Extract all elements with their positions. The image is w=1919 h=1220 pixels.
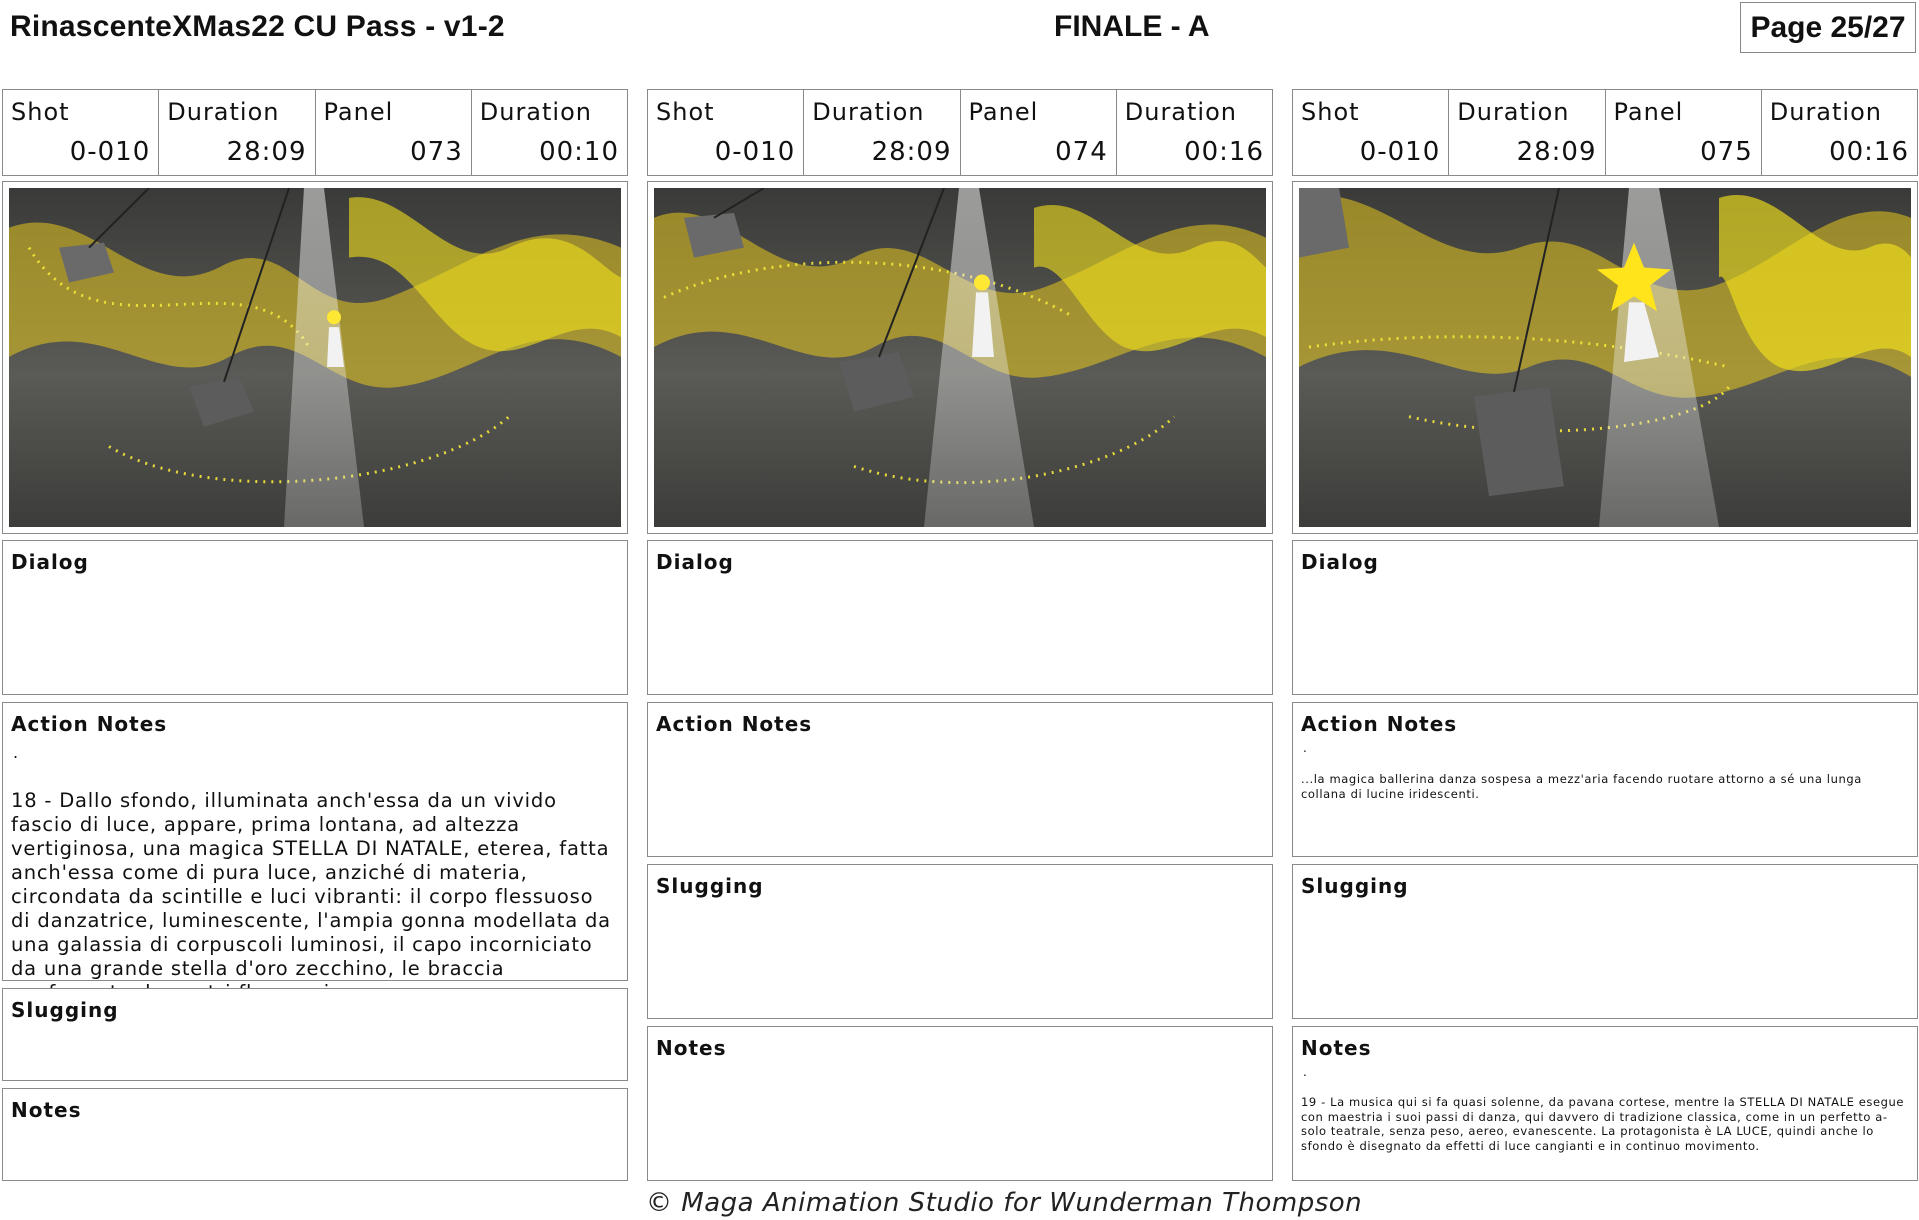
slugging-label: Slugging	[11, 998, 119, 1022]
shot-duration-cell	[159, 90, 315, 175]
duration-label: Duration	[479, 98, 592, 126]
panel-duration-value: 00:10	[539, 137, 619, 167]
panel-meta	[2, 89, 628, 176]
page-indicator: Page 25/27	[1740, 2, 1916, 53]
slugging-section	[647, 864, 1273, 1019]
panel-duration-cell	[1117, 90, 1272, 175]
dialog-label: Dialog	[656, 550, 734, 574]
panel-duration-value: 00:16	[1829, 137, 1909, 167]
action-notes-label: Action Notes	[1301, 712, 1458, 736]
dialog-section	[2, 540, 628, 695]
shot-duration-value: 28:09	[1516, 137, 1597, 167]
panel-cell	[961, 90, 1117, 175]
notes-section	[2, 1088, 628, 1181]
dialog-label: Dialog	[1301, 550, 1379, 574]
duration-label: Duration	[812, 98, 925, 126]
duration-label: Duration	[1457, 98, 1570, 126]
panel-value: 074	[1055, 137, 1108, 167]
project-title: RinascenteXMas22 CU Pass - v1-2	[10, 10, 505, 43]
panel-value: 075	[1700, 137, 1753, 167]
duration-label: Duration	[167, 98, 280, 126]
panel-meta	[647, 89, 1273, 176]
panel-cell	[1606, 90, 1762, 175]
shot-duration-cell	[804, 90, 960, 175]
shot-value: 0-010	[1359, 137, 1441, 167]
slugging-section	[1292, 864, 1918, 1019]
duration-label: Duration	[1124, 98, 1237, 126]
storyboard-panel-075	[1292, 0, 1918, 1220]
duration-label: Duration	[1769, 98, 1882, 126]
slugging-section	[2, 988, 628, 1081]
panel-duration-value: 00:16	[1184, 137, 1264, 167]
panel-duration-cell	[1762, 90, 1917, 175]
shot-value: 0-010	[69, 137, 151, 167]
notes-section	[647, 1026, 1273, 1181]
shot-duration-cell	[1449, 90, 1605, 175]
shot-cell	[648, 90, 804, 175]
panel-meta	[1292, 89, 1918, 176]
notes-section	[1292, 1026, 1918, 1181]
panel-label: Panel	[323, 98, 394, 126]
shot-value: 0-010	[714, 137, 796, 167]
dialog-section	[647, 540, 1273, 695]
dialog-label: Dialog	[11, 550, 89, 574]
action-notes-dot: .	[1303, 741, 1307, 755]
shot-cell	[3, 90, 159, 175]
panel-label: Panel	[968, 98, 1039, 126]
slugging-label: Slugging	[656, 874, 764, 898]
slugging-label: Slugging	[1301, 874, 1409, 898]
action-notes-text: ...la magica ballerina danza sospesa a mezz'aria facendo ruotare attorno a sé una lunga collana di lucine iridescenti.	[1301, 772, 1862, 801]
shot-duration-value: 28:09	[226, 137, 307, 167]
scene-title: FINALE - A	[1054, 10, 1210, 43]
notes-label: Notes	[656, 1036, 727, 1060]
panel-frame-image	[1292, 181, 1918, 534]
copyright-footer: © Maga Animation Studio for Wunderman Thompson	[646, 1188, 1363, 1218]
panel-frame-image	[2, 181, 628, 534]
panel-value: 073	[410, 137, 463, 167]
action-notes-label: Action Notes	[11, 712, 168, 736]
notes-text: 19 - La musica qui si fa quasi solenne, da pavana cortese, mentre la STELLA DI NATALE esegue con maestria i suoi passi di danza, qui davvero di tradizione classica, come in un perfetto a-solo teatrale, senza peso, aereo, evanescente. La protagonista è LA LUCE, quindi anche lo sfondo è disegnato da effetti di luce cangianti e in continuo movimento.	[1301, 1095, 1905, 1153]
action-notes-section	[647, 702, 1273, 857]
action-notes-dot: .	[13, 743, 19, 762]
storyboard-panel-073	[2, 0, 628, 1220]
notes-label: Notes	[1301, 1036, 1372, 1060]
shot-label: Shot	[656, 98, 715, 126]
action-notes-section	[1292, 702, 1918, 857]
dialog-section	[1292, 540, 1918, 695]
notes-dot: .	[1303, 1065, 1307, 1079]
shot-cell	[1293, 90, 1449, 175]
action-notes-text: 18 - Dallo sfondo, illuminata anch'essa da un vivido fascio di luce, appare, prima lontana, ad altezza vertiginosa, una magica STELLA DI NATALE, eterea, fatta anch'essa come di pura luce, anziché di materia, circondata da scintille e luci vibranti: il corpo flessuoso di danzatrice, luminescente, l'ampia gonna modellata da una galassia di corpuscoli luminosi, il capo incorniciato da una grande stella d'oro zecchino, le braccia	[11, 789, 611, 980]
action-notes-section	[2, 702, 628, 981]
panel-frame-image	[647, 181, 1273, 534]
shot-duration-value: 28:09	[871, 137, 952, 167]
shot-label: Shot	[1301, 98, 1360, 126]
notes-label: Notes	[11, 1098, 82, 1122]
shot-label: Shot	[11, 98, 70, 126]
panel-label: Panel	[1613, 98, 1684, 126]
panel-cell	[316, 90, 472, 175]
storyboard-panel-074	[647, 0, 1273, 1220]
action-notes-label: Action Notes	[656, 712, 813, 736]
panel-duration-cell	[472, 90, 627, 175]
